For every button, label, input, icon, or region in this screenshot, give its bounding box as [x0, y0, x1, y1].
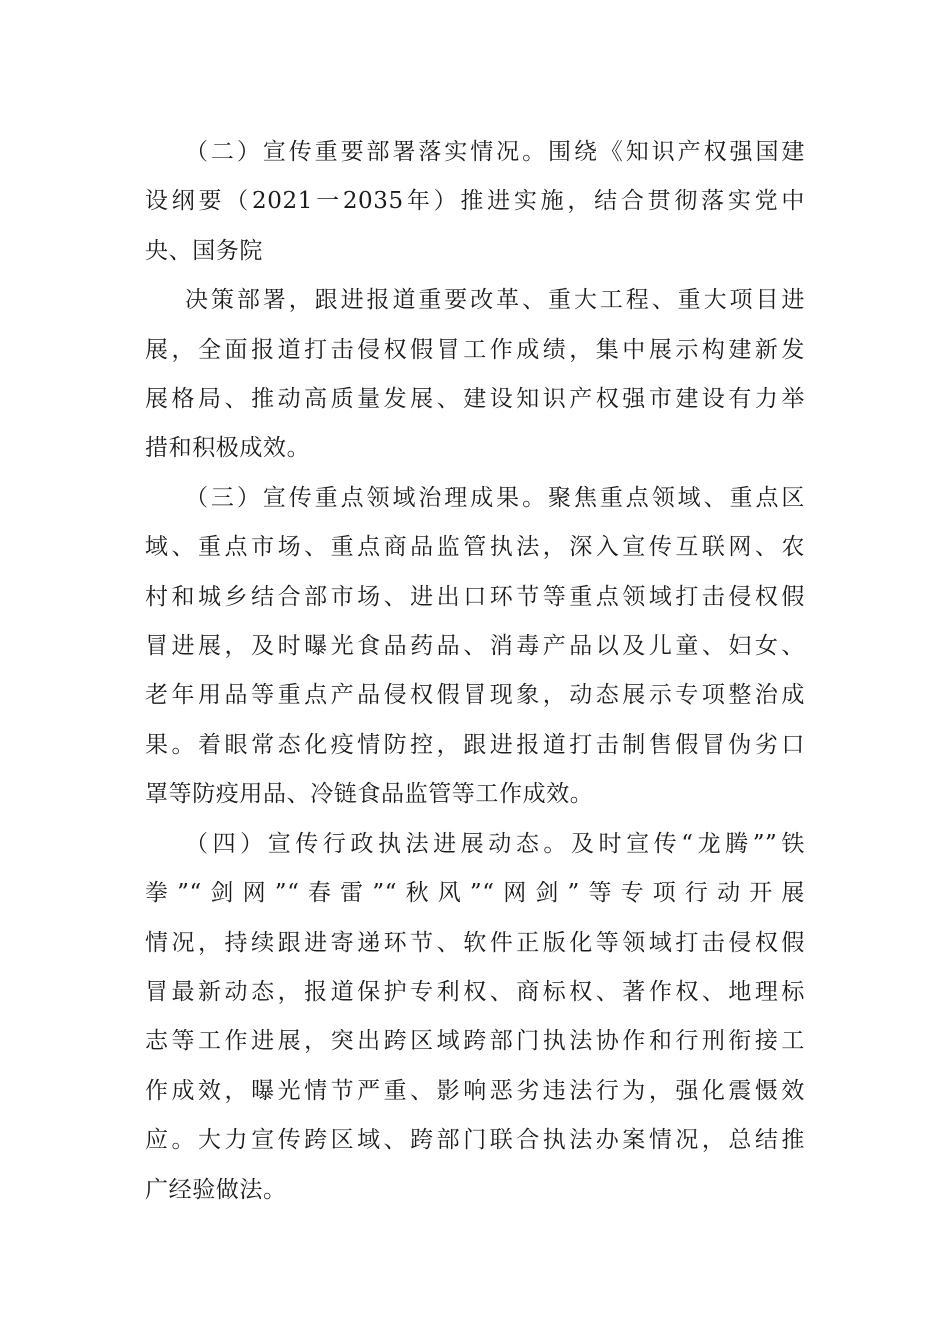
- text-line: （二）宣传重要部署落实情况。围绕《知识产权强国建: [185, 139, 805, 165]
- paragraph-section-4: [145, 820, 805, 1215]
- text-line: （三）宣传重点领域治理成果。聚焦重点领域、重点区: [185, 484, 805, 511]
- text-line: 拳”“剑网”“春雷”“秋风”“网剑”等专项行动开展: [145, 880, 805, 907]
- text-line: 央、国务院: [145, 237, 263, 264]
- paragraph-section-2: [145, 128, 805, 276]
- paragraph-section-2-continued: [145, 276, 805, 474]
- text-line: 村和城乡结合部市场、进出口环节等重点领域打击侵权假: [145, 583, 805, 610]
- text-line: 情况，持续跟进寄递环节、软件正版化等领域打击侵权假: [145, 929, 805, 956]
- text-line: 冒最新动态，报道保护专利权、商标权、著作权、地理标: [145, 978, 805, 1005]
- text-line: 志等工作进展，突出跨区域跨部门执法协作和行刑衔接工: [145, 1028, 805, 1055]
- text-line: 老年用品等重点产品侵权假冒现象，动态展示专项整治成: [145, 682, 805, 709]
- text-line: 展格局、推动高质量发展、建设知识产权强市建设有力举: [145, 386, 805, 413]
- text-line: 作成效，曝光情节严重、影响恶劣违法行为，强化震慑效: [145, 1077, 805, 1104]
- text-line: 果。着眼常态化疫情防控，跟进报道打击制售假冒伪劣口: [145, 731, 805, 758]
- text-line: 域、重点市场、重点商品监管执法，深入宣传互联网、农: [145, 534, 805, 561]
- text-line: 应。大力宣传跨区域、跨部门联合执法办案情况，总结推: [145, 1127, 805, 1154]
- paragraph-section-3: [145, 474, 805, 820]
- text-line: 罩等防疫用品、冷链食品监管等工作成效。: [145, 781, 594, 808]
- text-line: 决策部署，跟进报道重要改革、重大工程、重大项目进: [185, 287, 805, 314]
- text-line: 广经验做法。: [145, 1176, 287, 1203]
- text-line: （四）宣传行政执法进展动态。及时宣传“龙腾””铁: [185, 830, 805, 857]
- document-body: [145, 128, 805, 1215]
- text-line: 冒进展，及时曝光食品药品、消毒产品以及儿童、妇女、: [145, 633, 805, 660]
- text-line: 措和积极成效。: [145, 435, 311, 462]
- text-line: 展，全面报道打击侵权假冒工作成绩，集中展示构建新发: [145, 336, 805, 363]
- text-line: 设纲要（2021一2035年）推进实施，结合贯彻落实党中: [145, 188, 805, 215]
